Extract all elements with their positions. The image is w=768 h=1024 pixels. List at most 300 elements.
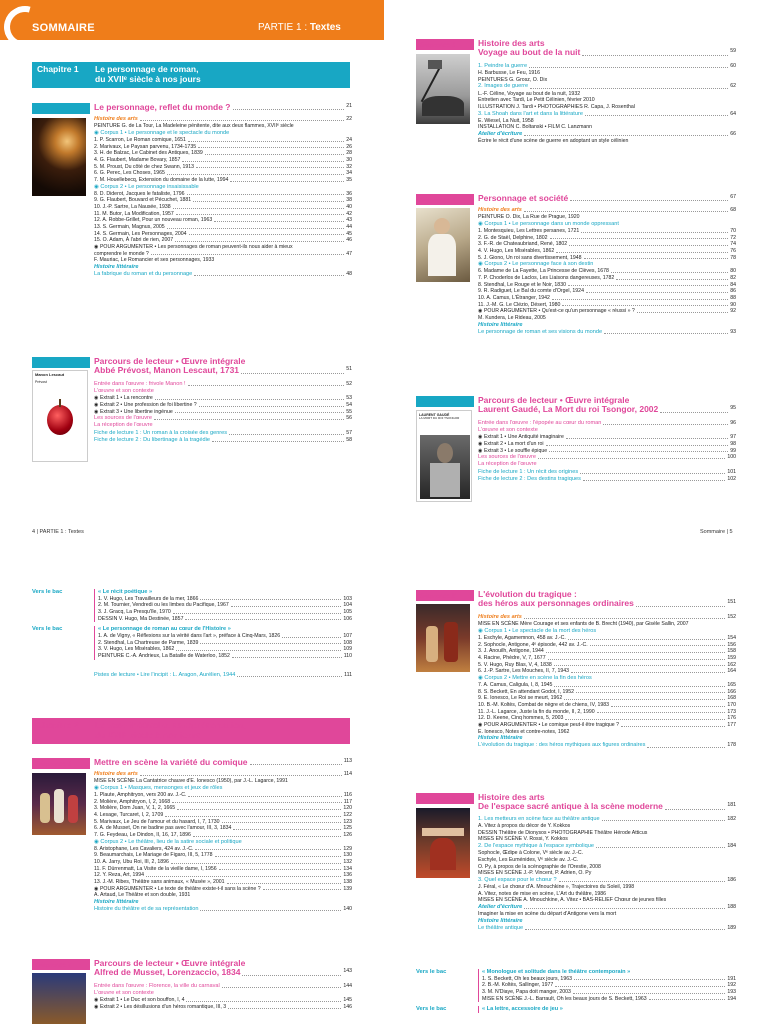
seq2-label: Séquence 2: [32, 357, 90, 368]
toc-entry[interactable]: [94, 150, 352, 157]
toc-entry[interactable]: [94, 892, 352, 899]
toc-entry[interactable]: [478, 655, 736, 662]
toc-entry-text: 4. Lesage, Turcaret, I, 2, 1709: [94, 811, 164, 818]
seq2-heading[interactable]: Parcours de lecteur • Œuvre intégrale Abbé Prévost, Manon Lescaut, 1731 51: [94, 356, 352, 376]
toc-entry[interactable]: [94, 211, 352, 218]
toc-entry-text: 9. E. Ionesco, Le Roi se meurt, 1962: [478, 695, 563, 702]
dot-leader: [188, 381, 345, 386]
toc-entry[interactable]: [98, 640, 352, 647]
toc-entry[interactable]: [94, 177, 352, 184]
toc-entry[interactable]: [482, 989, 736, 996]
toc-entry[interactable]: [478, 248, 736, 255]
toc-page-number: 189: [727, 925, 736, 931]
toc-entry-text: 7. M. Houellebecq, Extension du domaine de la lutte, 1994: [94, 176, 229, 183]
toc-entry[interactable]: [478, 315, 736, 322]
toc-entry[interactable]: [94, 116, 352, 123]
toc-entry-text: Fiche de lecture 1 : Un récit des origines: [478, 468, 579, 475]
toc-entry[interactable]: [478, 877, 736, 884]
dot-leader: [176, 646, 341, 651]
toc-entry-text: 10. A. Camus, L'Étranger, 1942: [478, 295, 550, 302]
toc-entry[interactable]: [98, 602, 352, 609]
toc-page-number: 70: [730, 227, 736, 234]
toc-entry[interactable]: [478, 255, 736, 262]
toc-entry[interactable]: [94, 409, 352, 416]
toc-entry[interactable]: [478, 857, 736, 864]
toc-entry[interactable]: [98, 609, 352, 616]
toc-entry[interactable]: [94, 130, 352, 137]
toc-entry-text: Histoire littéraire: [94, 263, 139, 270]
seq3-label: Séquence 3: [416, 39, 474, 50]
toc-entry[interactable]: [478, 138, 736, 145]
vers-le-bac-title[interactable]: « Le personnage de roman au cœur de l'Histoire »: [98, 626, 231, 633]
toc-entry-text: 3. Molière, Dom Juan, V, 1, 2, 1665: [94, 805, 176, 812]
toc-entry[interactable]: [478, 441, 736, 448]
toc-entry[interactable]: [94, 224, 352, 231]
dot-leader: [565, 715, 725, 720]
toc-entry[interactable]: [94, 866, 352, 873]
toc-entry[interactable]: [478, 702, 736, 709]
toc-entry-text: Fiche de lecture 2 : Des destins tragiques: [478, 475, 581, 482]
toc-page-number: 105: [343, 609, 352, 616]
toc-entry-text: 12. A. Robbe-Grillet, Pour un nouveau roman, 1963: [94, 217, 213, 224]
toc-entry-text: 7. P. Choderlos de Laclos, Les Liaisons dangereuses, 1782: [478, 275, 615, 282]
seq9-heading[interactable]: Histoire des arts De l'espace sacré antique à la scène moderne 181: [478, 792, 736, 812]
toc-entry[interactable]: [478, 897, 736, 904]
dot-leader: [564, 695, 725, 700]
toc-entry-text: ◉ Corpus 2 • Le personnage insaisissable: [94, 183, 199, 190]
toc-entry-text: A. Artaud, Le Théâtre et son double, 1931: [94, 892, 191, 899]
vers-le-bac-title[interactable]: « La lettre, accessoire de jeu »: [482, 1006, 563, 1013]
toc-entry[interactable]: [478, 836, 736, 843]
toc-entry[interactable]: [478, 448, 736, 455]
toc-entry[interactable]: [94, 217, 352, 224]
toc-entry[interactable]: [478, 83, 736, 90]
toc-entry-text: 12. Y. Reza, Art, 1994: [94, 872, 144, 879]
toc-page-number: 130: [343, 852, 352, 859]
toc-entry[interactable]: [94, 184, 352, 191]
toc-entry-text: 3. F.-R. de Chateaubriand, René, 1802: [478, 241, 568, 248]
toc-page-number: 186: [727, 876, 736, 883]
toc-entry[interactable]: [478, 695, 736, 702]
toc-entry[interactable]: [478, 925, 736, 932]
toc-page-number: 60: [730, 63, 736, 69]
seq1-label: Séquence 1: [32, 103, 90, 114]
toc-page-number: 68: [730, 207, 736, 213]
toc-entry[interactable]: [478, 329, 736, 336]
dot-leader: [233, 825, 341, 830]
toc-entry[interactable]: [478, 635, 736, 642]
toc-entry[interactable]: [478, 648, 736, 655]
dot-leader: [524, 207, 728, 212]
seq2-lines: [94, 381, 352, 444]
toc-entry-text: 13. S. Germain, Magnus, 2005: [94, 224, 165, 230]
toc-entry[interactable]: [478, 918, 736, 925]
pistes-de-lecture[interactable]: Pistes de lecture • Lire l'incipit : L. Aragon, Aurélien, 1944 111: [94, 671, 352, 678]
seq3-lines: [478, 63, 736, 145]
toc-entry[interactable]: [94, 381, 352, 388]
dot-leader: [200, 906, 341, 911]
dot-leader: [140, 771, 342, 776]
seq3-heading[interactable]: Histoire des arts Voyage au bout de la nuit 59: [478, 38, 736, 58]
dot-leader: [189, 231, 345, 236]
toc-entry[interactable]: [94, 164, 352, 171]
toc-entry[interactable]: [478, 689, 736, 696]
toc-entry[interactable]: [478, 715, 736, 722]
toc-entry[interactable]: [98, 646, 352, 653]
toc-entry[interactable]: [94, 879, 352, 886]
toc-entry-text: ◉ Corpus 2 • Mettre en scène la fin des héros: [478, 674, 592, 681]
toc-entry[interactable]: [478, 823, 736, 830]
toc-entry[interactable]: [478, 454, 736, 461]
seq6-heading[interactable]: Mettre en scène la variété du comique 113: [94, 757, 352, 767]
toc-entry[interactable]: [478, 63, 736, 70]
toc-entry-text: 6. J.-P. Sartre, Les Mouches, II, 7, 1943: [478, 668, 570, 675]
toc-entry[interactable]: [478, 709, 736, 716]
toc-entry[interactable]: [478, 295, 736, 302]
toc-entry-text: 3. H. de Balzac, Le Cabinet des Antiques, 1839: [94, 150, 203, 157]
toc-entry[interactable]: [478, 124, 736, 131]
toc-entry-text: L'évolution du tragique : des héros mythiques aux figures ordinaires: [478, 742, 646, 749]
toc-entry[interactable]: [98, 596, 352, 603]
toc-entry[interactable]: [94, 792, 352, 799]
toc-page-number: 40: [346, 204, 352, 211]
toc-entry[interactable]: [482, 982, 736, 989]
toc-entry[interactable]: [478, 816, 736, 823]
toc-entry[interactable]: [94, 422, 352, 429]
dot-leader: [231, 602, 342, 607]
toc-entry[interactable]: [94, 805, 352, 812]
toc-entry-text: F. Mauriac, Le Romancier et ses personnages, 1933: [94, 257, 215, 264]
toc-entry-text: ◉ Corpus 1 • Le personnage et le spectacle du monde: [94, 129, 230, 136]
dot-leader: [637, 308, 728, 313]
dot-leader: [602, 816, 726, 821]
toc-entry[interactable]: [478, 91, 736, 98]
toc-entry[interactable]: [478, 221, 736, 228]
toc-entry-text: ◉ Extrait 3 • Le souffle épique: [478, 447, 548, 454]
toc-entry-text: ◉ Corpus 1 • Le personnage dans un monde oppressant: [478, 220, 619, 227]
toc-entry[interactable]: [478, 621, 736, 628]
toc-entry[interactable]: [94, 886, 352, 893]
toc-entry-text: 7. G. Feydeau, Le Dindon, II, 16, 17, 1896: [94, 831, 191, 838]
toc-entry[interactable]: [94, 859, 352, 866]
toc-entry-text: Atelier d'écriture: [478, 131, 523, 138]
toc-entry-text: L'œuvre et son contexte: [94, 388, 154, 395]
toc-entry-text: Eschyle, Les Euménides, Vᵉ siècle av. J.-C.: [478, 856, 579, 863]
toc-entry[interactable]: [94, 264, 352, 271]
toc-page-number: 106: [343, 615, 352, 622]
toc-page-number: 102: [727, 475, 736, 482]
seq6-lines: [94, 771, 352, 913]
dot-leader: [175, 237, 344, 242]
toc-entry[interactable]: [478, 420, 736, 427]
toc-entry[interactable]: [94, 144, 352, 151]
toc-entry[interactable]: [94, 437, 352, 444]
dot-leader: [581, 228, 728, 233]
toc-entry[interactable]: [98, 633, 352, 640]
toc-entry[interactable]: [94, 839, 352, 846]
toc-entry[interactable]: [478, 214, 736, 221]
toc-entry[interactable]: [94, 778, 352, 785]
toc-entry[interactable]: [478, 322, 736, 329]
toc-entry[interactable]: [478, 207, 736, 214]
toc-entry[interactable]: [94, 157, 352, 164]
toc-entry-text: ILLUSTRATION J. Tardi • PHOTOGRAPHIES R. Capa, J. Rosenthal: [478, 103, 635, 110]
toc-entry[interactable]: [478, 628, 736, 635]
toc-entry[interactable]: [94, 197, 352, 204]
toc-entry[interactable]: [94, 271, 352, 278]
seq8-heading[interactable]: L'évolution du tragique : des héros aux personnages ordinaires 151: [478, 589, 736, 609]
toc-entry[interactable]: [94, 906, 352, 913]
toc-page-number: 129: [343, 845, 352, 852]
toc-entry[interactable]: [478, 843, 736, 850]
toc-page-number: 154: [727, 634, 736, 641]
chapter1-block: [32, 62, 350, 88]
toc-entry-text: Imaginer la mise en scène du départ d'Antigone vers la mort: [478, 911, 617, 918]
toc-page-number: 74: [730, 241, 736, 248]
toc-entry[interactable]: [94, 388, 352, 395]
toc-entry-text: 8. Stendhal, Le Rouge et le Noir, 1830: [478, 281, 566, 288]
toc-entry[interactable]: [94, 819, 352, 826]
toc-entry[interactable]: [94, 899, 352, 906]
toc-entry[interactable]: [478, 282, 736, 289]
chapter1-header: Chapitre 1 Le personnage de roman, du XVIIᵉ siècle à nos jours: [32, 62, 350, 88]
toc-entry[interactable]: [478, 308, 736, 315]
toc-entry[interactable]: [478, 742, 736, 749]
toc-page-number: 138: [343, 879, 352, 885]
toc-entry[interactable]: [478, 261, 736, 268]
toc-page-number: 177: [727, 722, 736, 728]
vers-le-bac-title[interactable]: « Le récit poétique »: [98, 589, 153, 595]
page-bottom-right: [384, 512, 768, 1024]
toc-page-number: 144: [343, 983, 352, 989]
toc-page-number: 62: [730, 83, 736, 90]
toc-page-number: 47: [346, 250, 352, 257]
toc-entry[interactable]: [94, 872, 352, 879]
toc-entry[interactable]: [478, 275, 736, 282]
toc-entry-text: M. Kundera, Le Rideau, 2005: [478, 315, 546, 321]
toc-entry-text: PEINTURES G. Grosz, O. Dix: [478, 76, 548, 83]
toc-entry[interactable]: [478, 870, 736, 877]
toc-entry-text: 1. S. Beckett, Oh les beaux jours, 1963: [482, 975, 572, 982]
toc-entry[interactable]: [94, 785, 352, 792]
toc-page-number: 152: [727, 614, 736, 620]
toc-page-number: 107: [343, 633, 352, 640]
toc-entry[interactable]: [478, 850, 736, 857]
dot-leader: [232, 653, 342, 658]
toc-entry-text: 1. Eschyle, Agamemnon, 458 av. J.-C.: [478, 634, 566, 641]
toc-entry[interactable]: [98, 653, 352, 660]
toc-entry[interactable]: [94, 997, 352, 1004]
toc-entry[interactable]: [478, 235, 736, 242]
toc-entry[interactable]: [94, 170, 352, 177]
toc-entry[interactable]: [94, 244, 352, 251]
toc-page-number: 188: [727, 904, 736, 911]
toc-entry-text: ◉ Corpus 1 • Masques, mensonges et jeux de rôles: [94, 784, 223, 791]
toc-entry[interactable]: [478, 476, 736, 483]
toc-entry[interactable]: [94, 251, 352, 258]
page-bottom-left: [0, 512, 384, 1024]
seq4-label: Séquence 4: [416, 194, 474, 205]
dot-leader: [538, 454, 725, 459]
dot-leader: [562, 302, 728, 307]
toc-entry[interactable]: [478, 729, 736, 736]
toc-page-number: 42: [346, 210, 352, 217]
toc-entry[interactable]: [94, 799, 352, 806]
seq5-heading[interactable]: Parcours de lecteur • Œuvre intégrale Laurent Gaudé, La Mort du roi Tsongor, 2002 95: [478, 395, 736, 415]
toc-entry-text: ◉ POUR ARGUMENTER • Le comique peut-il être tragique ?: [478, 722, 619, 728]
toc-entry[interactable]: [478, 228, 736, 235]
dot-leader: [193, 197, 344, 202]
toc-entry[interactable]: [478, 427, 736, 434]
toc-entry-text: Les sources de l'œuvre: [94, 415, 152, 422]
dot-leader: [173, 609, 342, 614]
seq1-heading[interactable]: Le personnage, reflet du monde ? 21: [94, 102, 352, 112]
toc-entry[interactable]: [94, 395, 352, 402]
toc-entry-text: 3. Quel espace pour le chœur ?: [478, 876, 557, 883]
toc-entry[interactable]: [94, 832, 352, 839]
dot-leader: [195, 846, 341, 851]
toc-entry[interactable]: [94, 257, 352, 264]
toc-entry[interactable]: [94, 402, 352, 409]
toc-entry-text: 11. F. Dürrenmatt, La Visite de la vieille dame, I, 1956: [94, 865, 217, 872]
toc-entry[interactable]: [478, 104, 736, 111]
toc-entry-text: 2. Marivaux, Le Paysan parvenu, 1734-1735: [94, 143, 197, 150]
dot-leader: [603, 420, 728, 425]
toc-entry[interactable]: [94, 812, 352, 819]
toc-entry[interactable]: [94, 983, 352, 990]
toc-entry[interactable]: [94, 415, 352, 422]
toc-entry[interactable]: [478, 268, 736, 275]
dot-leader: [529, 63, 728, 68]
toc-entry[interactable]: [94, 990, 352, 997]
toc-entry[interactable]: [94, 1004, 352, 1011]
toc-entry[interactable]: [478, 77, 736, 84]
toc-entry[interactable]: [98, 616, 352, 623]
dot-leader: [177, 805, 341, 810]
toc-entry[interactable]: [478, 118, 736, 125]
toc-page-number: 52: [346, 381, 352, 387]
toc-entry-text: La fabrique du roman et du personnage: [94, 271, 193, 278]
toc-entry-text: ◉ Corpus 2 • Le personnage face à son destin: [478, 261, 594, 268]
seq4-heading[interactable]: Personnage et société 67: [478, 193, 736, 203]
dot-leader: [215, 852, 342, 857]
toc-entry[interactable]: [478, 884, 736, 891]
toc-entry[interactable]: [482, 976, 736, 983]
toc-entry[interactable]: [478, 642, 736, 649]
toc-entry-text: MISE EN SCÈNE J.-L. Barrault, Oh les beaux jours de S. Beckett, 1963: [482, 995, 647, 1002]
toc-entry-text: 5. V. Hugo, Ruy Blas, V, 4, 1838: [478, 661, 552, 668]
toc-page-number: 92: [730, 308, 736, 315]
toc-entry-text: PEINTURE O. Dix, La Rue de Prague, 1920: [478, 214, 580, 221]
toc-page-number: 96: [730, 420, 736, 426]
toc-entry[interactable]: [94, 123, 352, 130]
toc-page-number: 104: [343, 602, 352, 609]
dot-leader: [583, 476, 725, 481]
toc-entry[interactable]: [478, 904, 736, 911]
toc-entry[interactable]: [478, 662, 736, 669]
toc-entry-text: 11. M. Butor, La Modification, 1957: [94, 210, 174, 217]
toc-entry[interactable]: [478, 97, 736, 104]
toc-page-number: 76: [730, 247, 736, 254]
toc-entry[interactable]: [94, 846, 352, 853]
toc-page-number: 164: [727, 668, 736, 675]
dot-leader: [198, 144, 344, 149]
seq6-label: Séquence 6: [32, 758, 90, 769]
toc-entry[interactable]: [482, 996, 736, 1003]
toc-entry[interactable]: [94, 852, 352, 859]
toc-entry[interactable]: [478, 675, 736, 682]
toc-page-number: 184: [727, 843, 736, 850]
toc-entry[interactable]: [94, 204, 352, 211]
toc-entry-text: DESSIN Théâtre de Dionysos • PHOTOGRAPHIE Théâtre Hérode Atticus: [478, 829, 648, 836]
toc-page-number: 108: [343, 639, 352, 646]
toc-entry[interactable]: [478, 469, 736, 476]
toc-entry-text: MISES EN SCÈNE V. Rossi, Y. Kokkos: [478, 836, 568, 843]
toc-entry-text: 4. Racine, Phèdre, V, 7, 1677: [478, 654, 546, 661]
toc-entry[interactable]: [478, 911, 736, 918]
seq5-label: Séquence 5: [416, 396, 474, 407]
seq7-heading[interactable]: Parcours de lecteur • Œuvre intégrale Alfred de Musset, Lorenzaccio, 1834 143: [94, 958, 352, 978]
toc-entry-text: 2. M. Tournier, Vendredi ou les limbes du Pacifique, 1967: [98, 602, 229, 609]
dot-leader: [573, 989, 725, 994]
toc-entry-text: Histoire littéraire: [478, 735, 523, 742]
toc-entry-text: 1. A. de Vigny, « Réflexions sur la vérité dans l'art », préface à Cinq-Mars, 1826: [98, 633, 281, 640]
toc-page-number: 162: [727, 661, 736, 668]
toc-page-number: 178: [727, 742, 736, 749]
toc-page-number: 103: [343, 595, 352, 602]
toc-entry[interactable]: [94, 237, 352, 244]
toc-entry-text: 2. Sophocle, Antigone, 4ᵉ épisode, 442 av. J.-C.: [478, 641, 588, 648]
toc-entry[interactable]: [478, 668, 736, 675]
dot-leader: [552, 295, 728, 300]
dot-leader: [590, 642, 726, 647]
dot-leader: [569, 241, 728, 246]
toc-page-number: 122: [343, 811, 352, 818]
toc-entry-text: 3. V. Hugo, Les Misérables, 1862: [98, 646, 175, 653]
toc-entry-text: 9. R. Radiguet, Le Bal du comte d'Orgel, 1924: [478, 288, 584, 295]
toc-entry[interactable]: [94, 825, 352, 832]
seq5-book-cover: LAURENT GAUDÉ LA MORT DU ROI TSONGOR: [416, 410, 472, 502]
vers-le-bac-title[interactable]: « Monologue et solitude dans le théâtre contemporain »: [482, 969, 631, 975]
toc-page-number: 116: [343, 791, 352, 798]
toc-entry-text: La réception de l'œuvre: [94, 422, 153, 429]
toc-entry-text: 2. G. de Staël, Delphine, 1802: [478, 234, 548, 241]
toc-entry[interactable]: [478, 241, 736, 248]
dot-leader: [550, 235, 729, 240]
toc-entry[interactable]: [478, 111, 736, 118]
dot-leader: [597, 709, 726, 714]
toc-entry[interactable]: [94, 191, 352, 198]
toc-entry-text: 8. D. Diderot, Jacques le fataliste, 1796: [94, 190, 185, 197]
toc-entry[interactable]: [478, 70, 736, 77]
toc-entry[interactable]: [94, 430, 352, 437]
toc-page-number: 64: [730, 110, 736, 117]
seq8-lines: [478, 614, 736, 750]
toc-entry[interactable]: [478, 722, 736, 729]
toc-entry[interactable]: [478, 302, 736, 309]
toc-page-number: 44: [346, 224, 352, 230]
toc-entry[interactable]: [478, 735, 736, 742]
toc-entry[interactable]: [478, 461, 736, 468]
toc-entry-text: J. Féral, « Le chœur d'A. Mnouchkine », Trajectoires du Soleil, 1998: [478, 884, 635, 891]
toc-entry[interactable]: [478, 682, 736, 689]
toc-entry-text: 4. V. Hugo, Les Misérables, 1862: [478, 247, 555, 254]
toc-page-number: 24: [346, 136, 352, 143]
seq3-photo: [416, 54, 470, 124]
toc-entry-text: 2. Molière, Amphitryon, I, 2, 1668: [94, 798, 171, 805]
toc-entry[interactable]: [94, 137, 352, 144]
toc-entry[interactable]: [478, 434, 736, 441]
